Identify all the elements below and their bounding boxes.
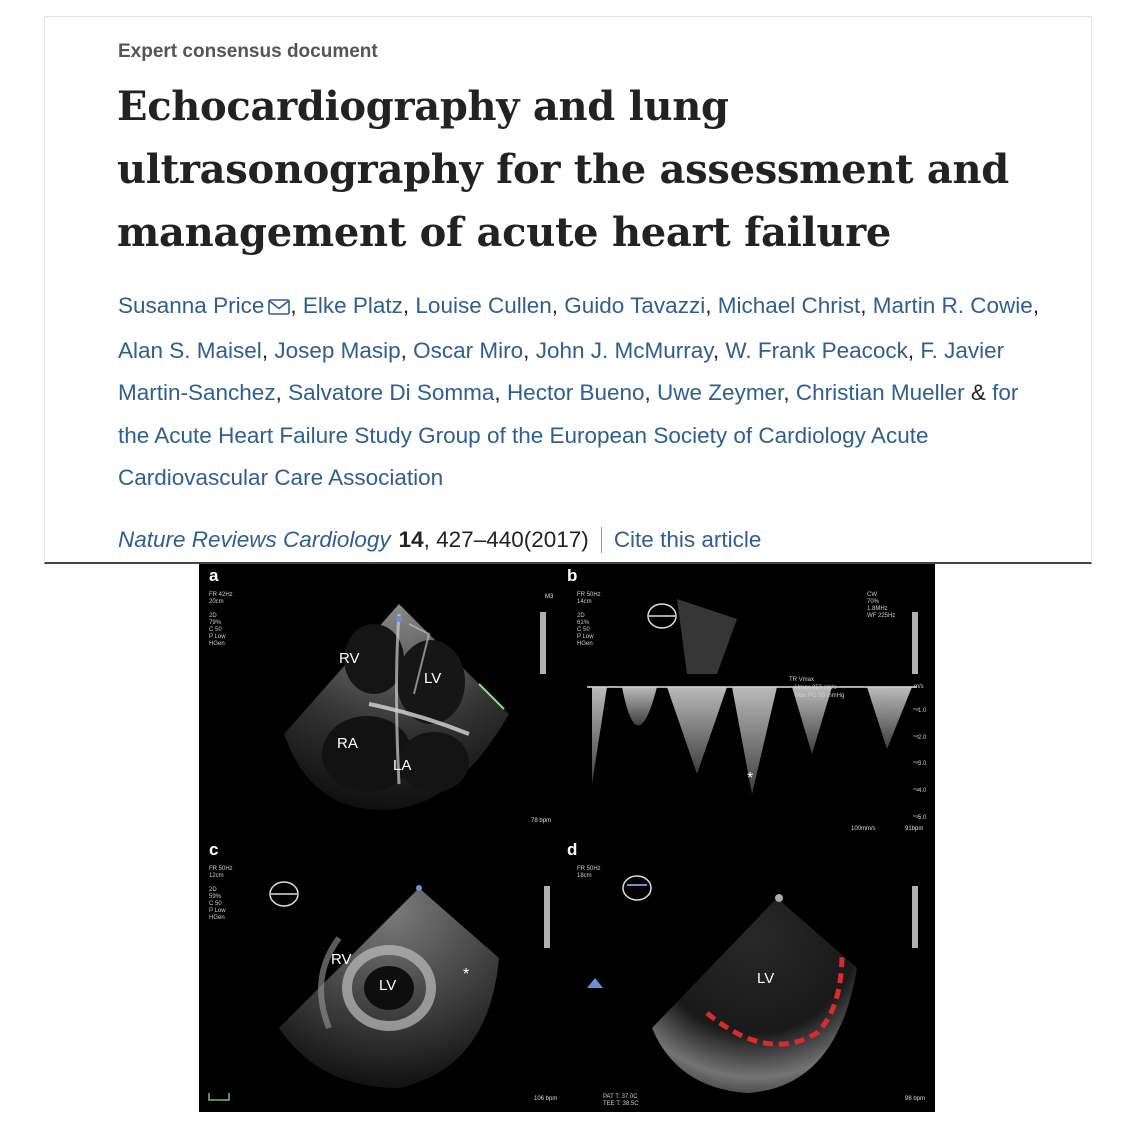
velocity-scale (910, 681, 935, 836)
temperatures (603, 1092, 663, 1112)
measure-line: Max PG 50 mmHg (795, 693, 845, 699)
cw-setting: 70% (867, 599, 880, 605)
setting: P Low (209, 908, 226, 914)
label-lv: LV (757, 970, 775, 987)
author-link[interactable]: Salvatore Di Somma (288, 380, 495, 405)
panel-c (199, 838, 567, 1112)
setting: HGen (577, 641, 593, 647)
author-link[interactable]: Josep Masip (274, 337, 401, 363)
setting: FR 50Hz (577, 866, 601, 872)
setting: 2D (209, 887, 217, 893)
label-lv: LV (424, 670, 442, 687)
author-link[interactable]: Susanna Price (118, 293, 265, 318)
author-link[interactable]: Elke Platz (302, 293, 403, 318)
setting: 61% (577, 620, 590, 626)
journal-name[interactable]: Nature Reviews Cardiology (118, 527, 391, 552)
email-icon[interactable] (268, 287, 290, 330)
article-header-card (44, 16, 1092, 564)
cw-setting: CW (867, 592, 877, 598)
setting: P Low (209, 634, 226, 640)
heart-rate: 91bpm (905, 826, 924, 832)
setting: FR 50Hz (577, 592, 601, 598)
temperature: TEE T: 38.5C (603, 1101, 639, 1107)
echocardiography-figure (199, 564, 935, 1112)
volume: 14 (398, 527, 424, 552)
author-list: Susanna Price , Elke Platz, Louise Cullen, Guido Tavazzi, Michael Christ, Martin R. Cowie, Alan S. Maisel, Josep Masip, Oscar Miro, John J. McMurray, W. Frank Peacock, F. Javier Martin-Sanchez, Salvatore Di Somma, Hector Bueno, Uwe Zeymer, Christian Mueller & for the Acute Heart Failure Study Group of the European Society of Cardiology Acute Cardiovascular Care Association (118, 285, 1048, 500)
title-line: ultrasonography for the assessment and (117, 146, 1009, 193)
label-la: LA (393, 757, 412, 774)
author-link[interactable]: Uwe Zeymer (657, 380, 784, 405)
group-author-link[interactable]: for the Acute Heart Failure Study Group of the European Society of Cardiology Acute Cardiovascular Care Association (118, 380, 1019, 490)
scale-tick: -5.0 (916, 815, 927, 821)
author-link[interactable]: Guido Tavazzi (564, 293, 706, 318)
citation-line (118, 527, 761, 553)
label-ra: RA (337, 735, 358, 752)
author-link[interactable]: Oscar Miro (413, 337, 524, 363)
temperature: PAT T: 37.0C (603, 1094, 638, 1100)
scale-tick: -3.0 (916, 761, 927, 767)
panel-letter: b (567, 566, 578, 585)
measure-line: Vmax 353 cm/s (795, 685, 837, 691)
author-link[interactable]: Hector Bueno (506, 380, 645, 405)
citation-divider (601, 527, 602, 553)
setting: 59% (209, 894, 222, 900)
author-link[interactable]: John J. McMurray (535, 337, 713, 363)
year: (2017) (523, 527, 589, 552)
setting: P Low (577, 634, 594, 640)
author-link[interactable]: F. Javier Martin-Sanchez (118, 337, 1005, 405)
sweep-speed: 100mm/s (851, 826, 876, 832)
scale-tick: -4.0 (916, 788, 927, 794)
author-link[interactable]: Michael Christ (717, 293, 861, 318)
heart-rate: 106 bpm (534, 1096, 558, 1102)
author-link[interactable]: Martin R. Cowie (872, 293, 1033, 318)
cite-this-article-link[interactable]: Cite this article (613, 527, 762, 552)
title-line: management of acute heart failure (117, 209, 892, 256)
setting: 79% (209, 620, 222, 626)
setting: 20cm (209, 599, 224, 605)
setting: C 50 (209, 627, 222, 633)
scale-unit: m/s (914, 684, 924, 690)
heart-rate: 98 bpm (905, 1096, 926, 1102)
setting: FR 42Hz (209, 592, 233, 598)
panel-letter: a (209, 566, 219, 585)
panel-a (199, 564, 567, 838)
label-rv: RV (339, 650, 360, 667)
panel-b (567, 564, 935, 838)
cw-settings (867, 590, 917, 635)
author-link[interactable]: Louise Cullen (415, 293, 552, 318)
probe-label: M3 (545, 594, 554, 600)
pages: , 427–440 (423, 527, 524, 552)
settings-c (209, 864, 269, 939)
label-rv: RV (331, 951, 352, 968)
panel-d (567, 838, 935, 1112)
tr-measurement (789, 674, 879, 713)
cw-setting: WF 225Hz (867, 613, 896, 619)
setting: C 50 (209, 901, 222, 907)
author-link[interactable]: Alan S. Maisel (118, 337, 262, 363)
author-link[interactable]: Christian Mueller (795, 380, 965, 405)
panel-letter: c (209, 840, 219, 859)
effusion-marker: * (463, 966, 470, 983)
setting: 2D (209, 613, 217, 619)
setting: 2D (577, 613, 585, 619)
settings-d (577, 864, 637, 889)
settings-a (209, 590, 269, 665)
measure-title: TR Vmax (789, 677, 815, 683)
article-type: Expert consensus document (118, 41, 378, 62)
setting: HGen (209, 641, 225, 647)
article-title (117, 75, 1057, 264)
setting: 12cm (209, 873, 224, 879)
author-link[interactable]: W. Frank Peacock (725, 337, 908, 363)
scale-tick: -1.0 (916, 708, 927, 714)
setting: FR 50Hz (209, 866, 233, 872)
setting: 14cm (577, 599, 592, 605)
panel-letter: d (567, 840, 578, 859)
tr-marker: * (747, 770, 754, 787)
heart-rate: 78 bpm (531, 818, 552, 824)
scale-tick: -2.0 (916, 735, 927, 741)
setting: HGen (209, 915, 225, 921)
settings-b (577, 590, 637, 665)
title-line: Echocardiography and lung (117, 83, 729, 130)
setting: C 50 (577, 627, 590, 633)
setting: 18cm (577, 873, 592, 879)
cw-setting: 1.8MHz (867, 606, 888, 612)
label-lv: LV (379, 977, 397, 994)
